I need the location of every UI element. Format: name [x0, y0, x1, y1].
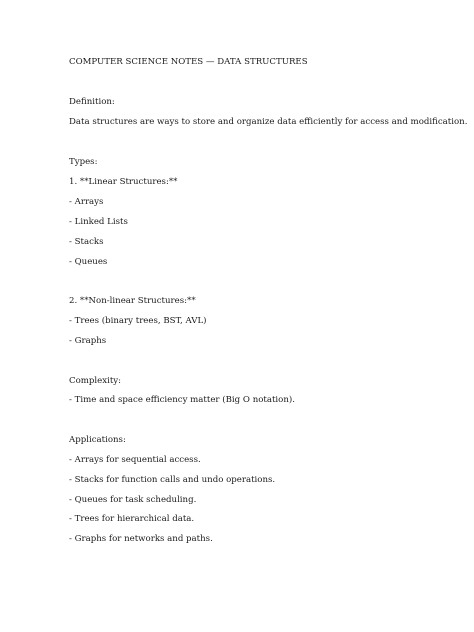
- definition-heading: Definition:: [69, 97, 115, 107]
- nonlinear-structures-heading: 2. **Non-linear Structures:**: [69, 296, 196, 306]
- complexity-text: - Time and space efficiency matter (Big O notation).: [69, 395, 295, 405]
- application-item-trees: - Trees for hierarchical data.: [69, 514, 195, 524]
- application-item-arrays: - Arrays for sequential access.: [69, 455, 201, 465]
- list-item-trees: - Trees (binary trees, BST, AVL): [69, 316, 207, 326]
- complexity-heading: Complexity:: [69, 376, 122, 386]
- definition-text: Data structures are ways to store and organize data efficiently for access and modification.: [69, 117, 468, 127]
- application-item-stacks: - Stacks for function calls and undo operations.: [69, 475, 276, 485]
- document-title: COMPUTER SCIENCE NOTES — DATA STRUCTURES: [69, 57, 308, 67]
- list-item-stacks: - Stacks: [69, 237, 104, 247]
- applications-heading: Applications:: [69, 435, 126, 445]
- list-item-arrays: - Arrays: [69, 197, 104, 207]
- list-item-linked-lists: - Linked Lists: [69, 217, 128, 227]
- application-item-queues: - Queues for task scheduling.: [69, 495, 197, 505]
- application-item-graphs: - Graphs for networks and paths.: [69, 534, 213, 544]
- linear-structures-heading: 1. **Linear Structures:**: [69, 177, 178, 187]
- types-heading: Types:: [69, 157, 98, 167]
- list-item-queues: - Queues: [69, 257, 108, 267]
- list-item-graphs: - Graphs: [69, 336, 107, 346]
